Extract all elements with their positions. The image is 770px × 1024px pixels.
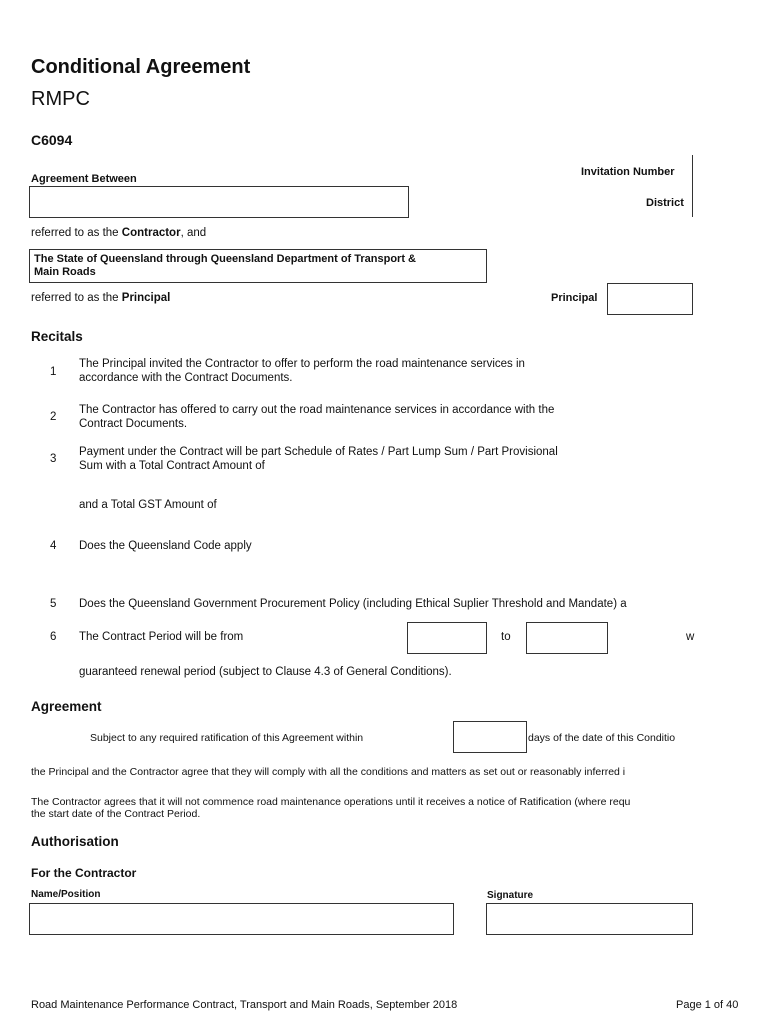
recital-text	[79, 403, 554, 431]
contract-number: C6094	[31, 132, 73, 148]
recitals-heading: Recitals	[31, 329, 83, 344]
signature-label: Signature	[487, 890, 534, 901]
district-label: District	[646, 197, 684, 209]
agreement-heading: Agreement	[31, 699, 102, 714]
agreement-between-label: Agreement Between	[31, 173, 137, 185]
recital-line: accordance with the Contract Documents.	[79, 372, 293, 384]
contractor-word: Contractor	[121, 227, 181, 239]
contractor-name-field[interactable]	[29, 186, 409, 218]
commence-text	[31, 796, 693, 820]
ratification-suffix: days of the date of this Conditio	[528, 732, 676, 744]
recital-text	[79, 357, 525, 385]
principal-reference	[31, 292, 170, 304]
truncated-text: w	[686, 631, 695, 643]
contractor-suffix: , and	[180, 227, 207, 239]
recital-line: Sum with a Total Contract Amount of	[79, 460, 265, 472]
ratification-days-field[interactable]	[453, 721, 527, 753]
recital-number: 2	[50, 411, 57, 423]
signature-field[interactable]	[486, 903, 693, 935]
recital-text: The Contract Period will be from	[79, 631, 244, 643]
recital-text: Does the Queensland Government Procurement Policy (including Ethical Suplier Threshold and Mandate) a	[79, 598, 627, 610]
recital-number: 6	[50, 631, 57, 643]
principal-word: Principal	[121, 292, 171, 304]
gst-amount-text: and a Total GST Amount of	[79, 499, 217, 511]
recital-text	[79, 445, 558, 473]
recital-line: Contract Documents.	[79, 418, 188, 430]
recital-line: The Contractor has offered to carry out the road maintenance services in accordance with the	[79, 404, 555, 416]
footer-text: Road Maintenance Performance Contract, Transport and Main Roads, September 2018	[31, 999, 458, 1011]
ratification-prefix: Subject to any required ratification of this Agreement within	[90, 732, 364, 744]
recital-number: 1	[50, 366, 57, 378]
principal-field[interactable]	[607, 283, 693, 315]
page-title: Conditional Agreement	[31, 56, 251, 78]
principal-prefix: referred to as the	[31, 292, 122, 304]
recital-number: 4	[50, 540, 57, 552]
page-number: Page 1 of 40	[676, 999, 739, 1011]
recital-line: Payment under the Contract will be part Schedule of Rates / Part Lump Sum / Part Provisional	[79, 446, 558, 458]
recital-line: The Principal invited the Contractor to offer to perform the road maintenance services in	[79, 358, 525, 370]
renewal-text: guaranteed renewal period (subject to Clause 4.3 of General Conditions).	[79, 666, 452, 678]
to-label: to	[501, 631, 511, 643]
recital-text: Does the Queensland Code apply	[79, 540, 252, 552]
principal-field-label: Principal	[551, 292, 598, 304]
authorisation-heading: Authorisation	[31, 834, 119, 849]
principal-entity-line1: The State of Queensland through Queensland Department of Transport &	[34, 253, 416, 265]
name-position-label: Name/Position	[31, 889, 101, 900]
contractor-prefix: referred to as the	[31, 227, 122, 239]
contractor-reference	[31, 227, 206, 239]
contract-start-date-field[interactable]	[407, 622, 487, 654]
invitation-number-label: Invitation Number	[581, 166, 675, 178]
comply-text: the Principal and the Contractor agree that they will comply with all the conditions and matters as set out or reasonably inferred i	[31, 766, 626, 778]
field-edge-line	[692, 155, 693, 217]
recital-number: 5	[50, 598, 57, 610]
for-contractor-label: For the Contractor	[31, 866, 137, 880]
page-subtitle: RMPC	[31, 88, 90, 110]
contract-end-date-field[interactable]	[526, 622, 608, 654]
commence-line: the start date of the Contract Period.	[31, 808, 201, 820]
recital-number: 3	[50, 453, 57, 465]
name-position-field[interactable]	[29, 903, 454, 935]
commence-line: The Contractor agrees that it will not commence road maintenance operations until it receives a notice of Ratification (where requ	[31, 796, 631, 808]
principal-entity-box	[29, 249, 487, 283]
principal-entity-line2: Main Roads	[34, 266, 96, 278]
